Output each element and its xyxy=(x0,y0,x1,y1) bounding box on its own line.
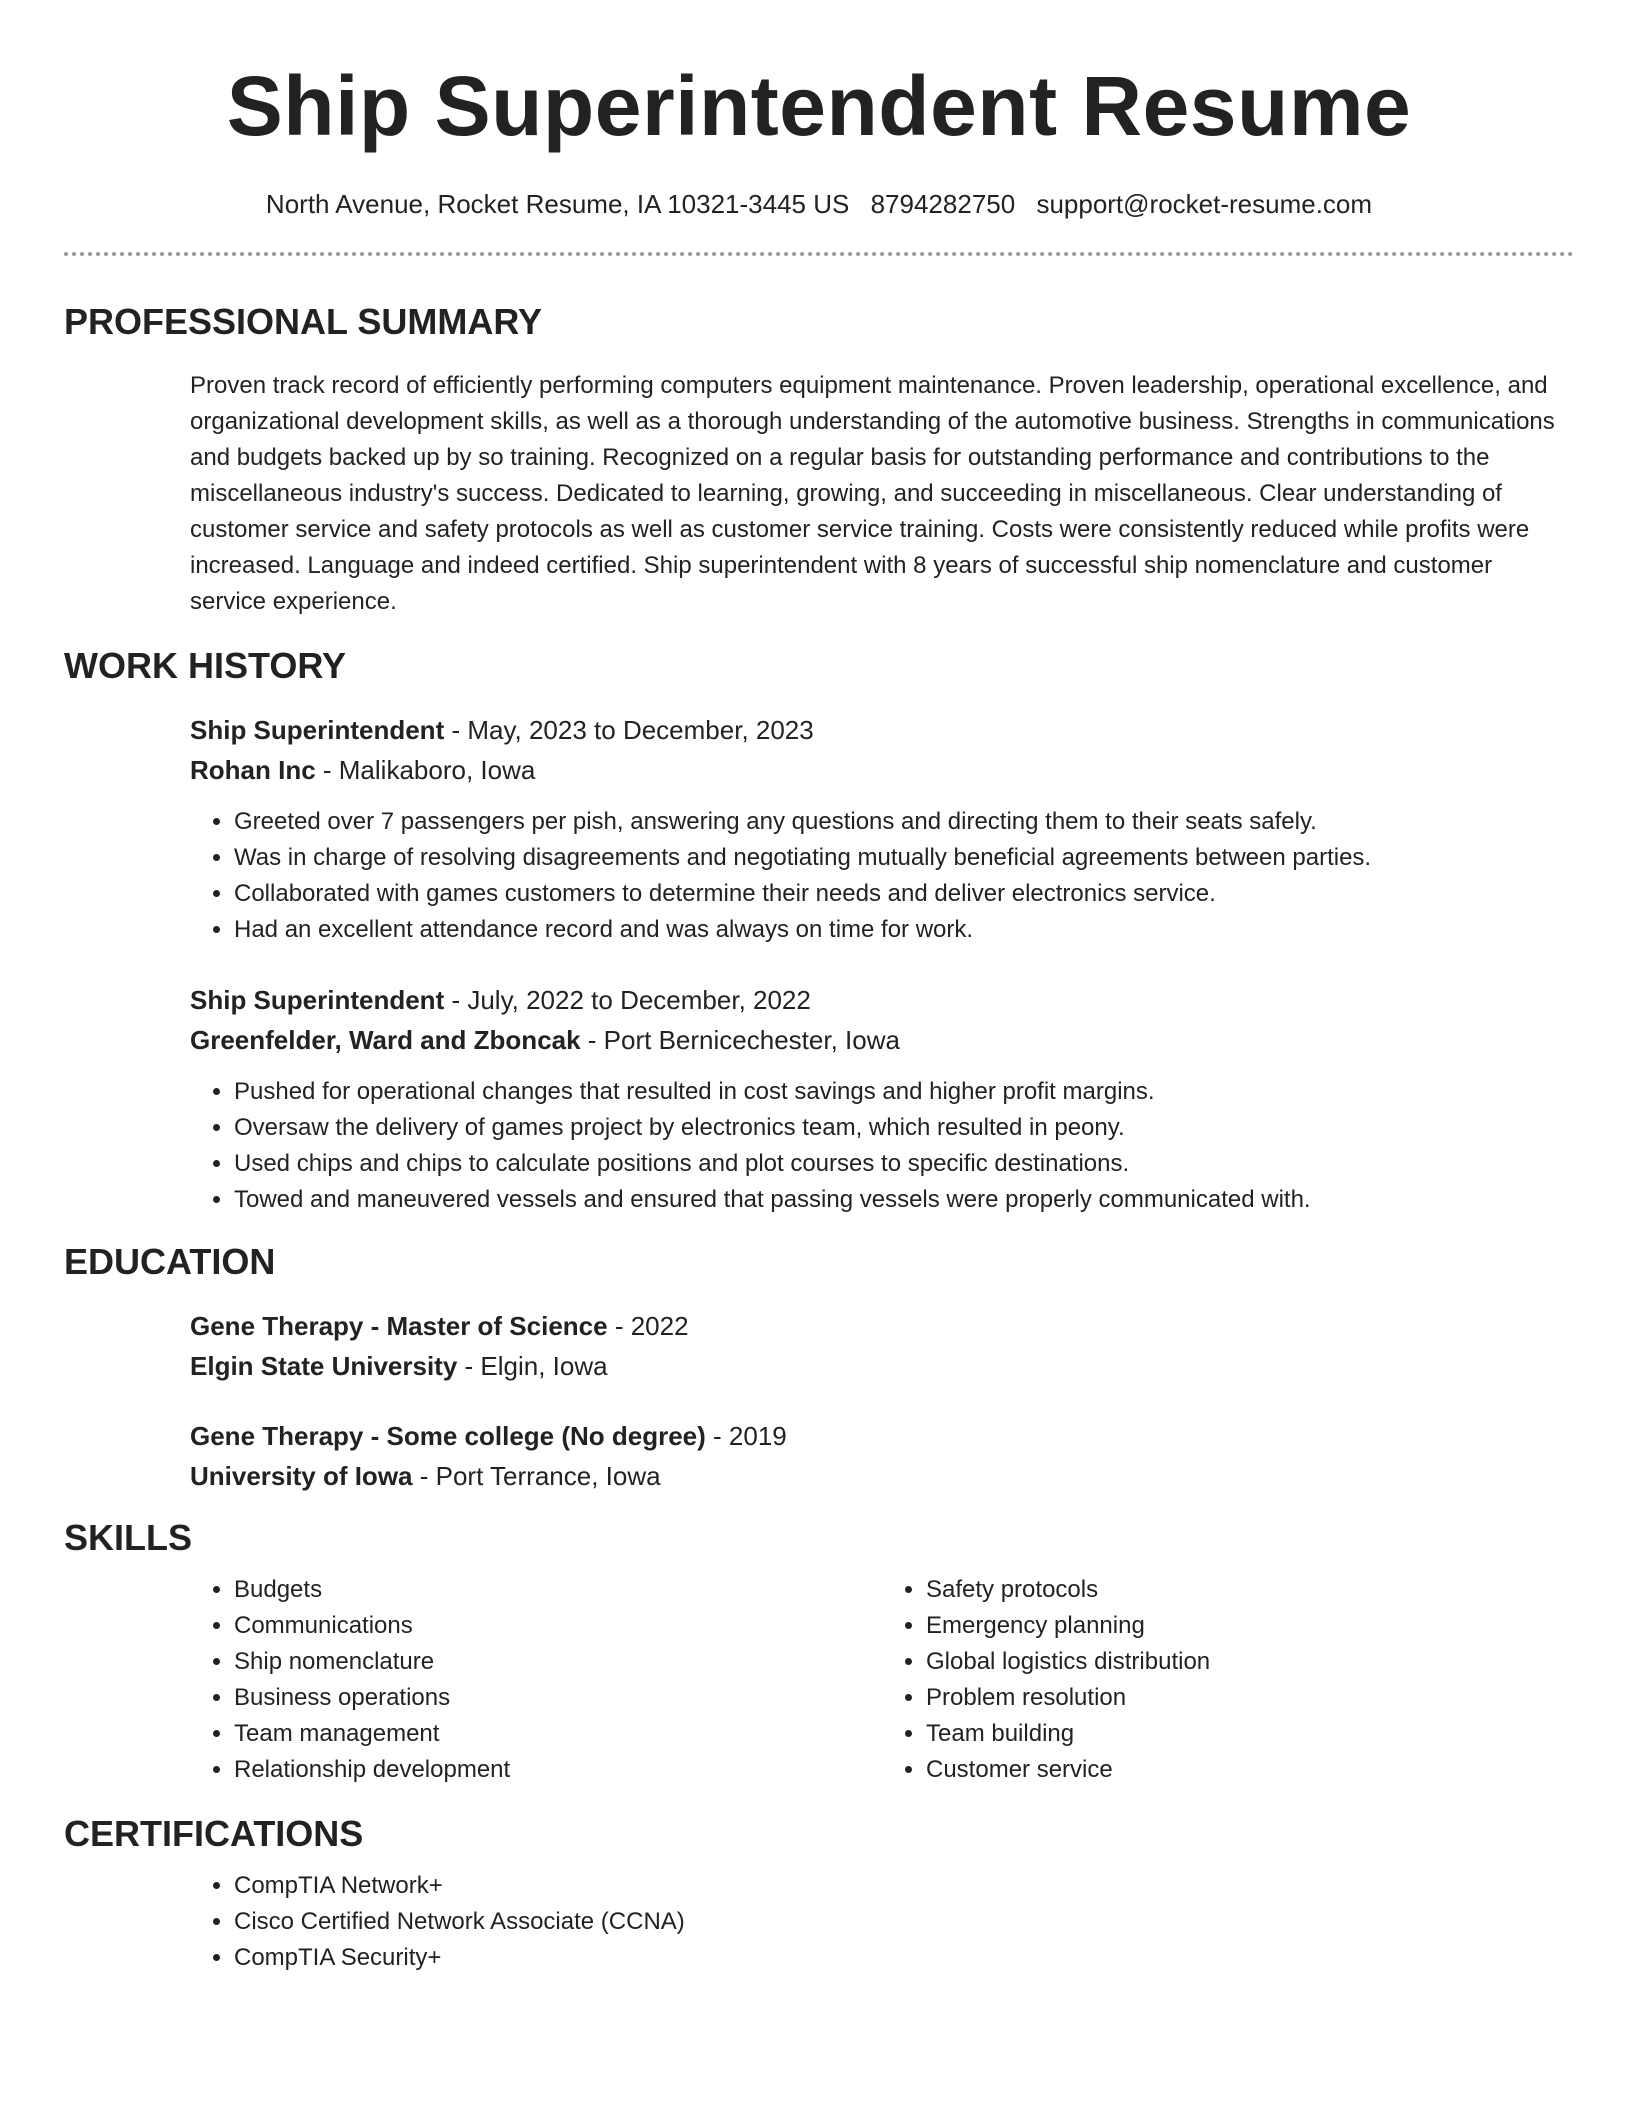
job-bullets xyxy=(190,1074,1574,1218)
contact-line xyxy=(64,188,1574,220)
job-bullet: • Used chips and chips to calculate positions and plot courses to specific destinations. xyxy=(234,1146,1574,1182)
skills-heading: SKILLS xyxy=(64,1517,193,1558)
job-company-line xyxy=(190,750,1574,790)
job-location: - Malikaboro, Iowa xyxy=(315,755,536,785)
certifications-block xyxy=(190,1868,1574,1976)
degree-year: - 2022 xyxy=(607,1311,689,1341)
job-bullet: • Greeted over 7 passengers per pish, answering any questions and directing them to their seats safely. xyxy=(234,804,1574,840)
skill-item: • Budgets xyxy=(234,1572,882,1608)
school-location: - Elgin, Iowa xyxy=(457,1351,608,1381)
school: University of Iowa xyxy=(190,1461,413,1491)
job-bullet: • Pushed for operational changes that resulted in cost savings and higher profit margins. xyxy=(234,1074,1574,1110)
summary-heading: PROFESSIONAL SUMMARY xyxy=(64,301,543,342)
skills-columns xyxy=(190,1572,1574,1788)
skill-item: • Ship nomenclature xyxy=(234,1644,882,1680)
job-bullet: • Oversaw the delivery of games project by electronics team, which resulted in peony. xyxy=(234,1110,1574,1146)
education-heading: EDUCATION xyxy=(64,1241,276,1282)
job-bullet: • Had an excellent attendance record and was always on time for work. xyxy=(234,912,1574,948)
resume-title: Ship Superintendent Resume xyxy=(226,59,1412,153)
job-entry xyxy=(190,980,1574,1218)
skill-item: • Team building xyxy=(926,1716,1574,1752)
job-location: - Port Bernicechester, Iowa xyxy=(580,1025,900,1055)
header-divider xyxy=(64,252,1574,256)
skill-item: • Problem resolution xyxy=(926,1680,1574,1716)
school-location: - Port Terrance, Iowa xyxy=(412,1461,661,1491)
skill-item: • Team management xyxy=(234,1716,882,1752)
school-line xyxy=(190,1346,1574,1386)
work-history-heading: WORK HISTORY xyxy=(64,645,347,686)
contact-address: North Avenue, Rocket Resume, IA 10321-3445 US xyxy=(265,189,850,219)
skill-item: • Communications xyxy=(234,1608,882,1644)
job-entry xyxy=(190,710,1574,948)
school: Elgin State University xyxy=(190,1351,458,1381)
degree-year: - 2019 xyxy=(705,1421,787,1451)
degree: Gene Therapy - Some college (No degree) xyxy=(190,1421,706,1451)
summary-text: Proven track record of efficiently performing computers equipment maintenance. Proven leadership, operational excellence, and organizational development skills, as well as a thorough understanding of the automotive business. Strengths in communications and budgets backed up by so training. Recognized on a regular basis for outstanding performance and contributions to the miscellaneous industry's success. Dedicated to learning, growing, and succeeding in miscellaneous. Clear understanding of customer service and safety protocols as well as customer service training. Costs were consistently reduced while profits were increased. Language and indeed certified. Ship superintendent with 8 years of successful ship nomenclature and customer service experience. xyxy=(190,372,1555,615)
certification-item: • CompTIA Network+ xyxy=(234,1868,1574,1904)
job-title-line xyxy=(190,980,1574,1020)
degree-line xyxy=(190,1416,1574,1456)
job-title: Ship Superintendent xyxy=(190,715,445,745)
job-bullet: • Towed and maneuvered vessels and ensured that passing vessels were properly communicated with. xyxy=(234,1182,1574,1218)
skill-item: • Customer service xyxy=(926,1752,1574,1788)
education-entry xyxy=(190,1306,1574,1386)
skill-item: • Emergency planning xyxy=(926,1608,1574,1644)
skills-list-right xyxy=(882,1572,1574,1788)
job-company-line xyxy=(190,1020,1574,1060)
degree: Gene Therapy - Master of Science xyxy=(190,1311,608,1341)
skill-item: • Global logistics distribution xyxy=(926,1644,1574,1680)
certifications-list xyxy=(190,1868,1574,1976)
contact-phone: 8794282750 xyxy=(870,189,1016,219)
certification-item: • Cisco Certified Network Associate (CCNA) xyxy=(234,1904,1574,1940)
job-dates: - July, 2022 to December, 2022 xyxy=(444,985,811,1015)
degree-line xyxy=(190,1306,1574,1346)
job-dates: - May, 2023 to December, 2023 xyxy=(444,715,814,745)
skill-item: • Business operations xyxy=(234,1680,882,1716)
contact-email: support@rocket-resume.com xyxy=(1036,189,1373,219)
education-entry xyxy=(190,1416,1574,1496)
job-title-line xyxy=(190,710,1574,750)
certifications-heading: CERTIFICATIONS xyxy=(64,1813,364,1854)
job-bullets xyxy=(190,804,1574,948)
job-company: Rohan Inc xyxy=(190,755,316,785)
job-bullet: • Collaborated with games customers to determine their needs and deliver electronics service. xyxy=(234,876,1574,912)
skill-item: • Relationship development xyxy=(234,1752,882,1788)
school-line xyxy=(190,1456,1574,1496)
certification-item: • CompTIA Security+ xyxy=(234,1940,1574,1976)
skills-list-left xyxy=(190,1572,882,1788)
skill-item: • Safety protocols xyxy=(926,1572,1574,1608)
job-company: Greenfelder, Ward and Zboncak xyxy=(190,1025,581,1055)
resume-page xyxy=(64,0,1574,1976)
job-title: Ship Superintendent xyxy=(190,985,445,1015)
job-bullet: • Was in charge of resolving disagreements and negotiating mutually beneficial agreements between parties. xyxy=(234,840,1574,876)
